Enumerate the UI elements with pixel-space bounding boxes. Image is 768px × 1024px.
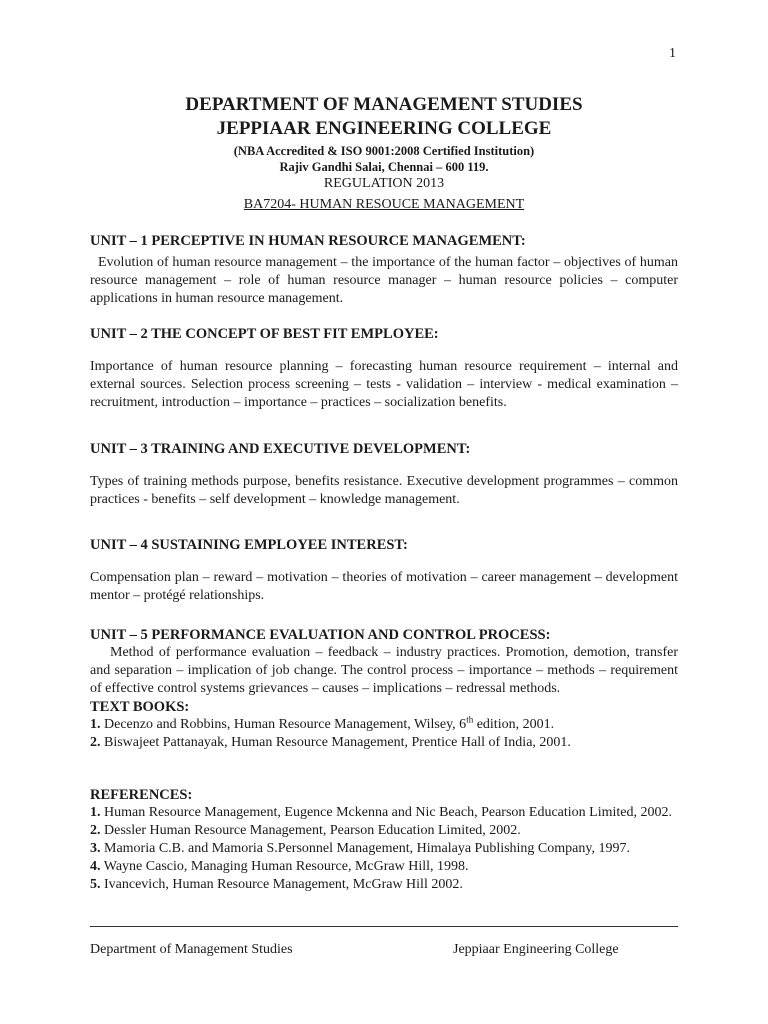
footer-department: Department of Management Studies xyxy=(90,942,293,957)
reference-item: 2. Dessler Human Resource Management, Pearson Education Limited, 2002. xyxy=(90,823,521,838)
page-footer xyxy=(90,942,678,958)
unit-3-section xyxy=(90,440,678,509)
unit-heading: UNIT – 3 TRAINING AND EXECUTIVE DEVELOPMENT: xyxy=(90,441,471,457)
reference-item: 3. Mamoria C.B. and Mamoria S.Personnel Management, Himalaya Publishing Company, 1997. xyxy=(90,841,630,856)
unit-5-section xyxy=(90,626,678,752)
course-title: BA7204- HUMAN RESOUCE MANAGEMENT xyxy=(243,197,525,212)
unit-body: Evolution of human resource management – the importance of the human factor – objectives of human resource management – role of human resource manager – human resource policies – computer applications in human resource management. xyxy=(90,255,678,306)
page-number: 1 xyxy=(669,46,676,61)
text-book-item: 2. Biswajeet Pattanayak, Human Resource Management, Prentice Hall of India, 2001. xyxy=(90,735,571,750)
unit-body: Compensation plan – reward – motivation – theories of motivation – career management – development mentor – protégé relationships. xyxy=(90,570,678,603)
unit-heading: UNIT – 2 THE CONCEPT OF BEST FIT EMPLOYEE: xyxy=(90,326,439,342)
unit-body: Importance of human resource planning – forecasting human resource requirement – internal and external sources. Selection process screening – tests - validation – interview - medical examination – recruitment, introduction – importance – practices – socialization benefits. xyxy=(90,359,678,410)
footer-college: Jeppiaar Engineering College xyxy=(453,942,619,957)
text-books-heading: TEXT BOOKS: xyxy=(90,699,190,715)
regulation-line: REGULATION 2013 xyxy=(323,176,445,191)
unit-body: Types of training methods purpose, benefits resistance. Executive development programmes – common practices - benefits – self development – knowledge management. xyxy=(90,474,678,507)
footer-divider xyxy=(90,926,678,927)
unit-heading: UNIT – 4 SUSTAINING EMPLOYEE INTEREST: xyxy=(90,537,408,553)
college-title: JEPPIAAR ENGINEERING COLLEGE xyxy=(216,118,552,139)
unit-1-section xyxy=(90,232,678,308)
address-line: Rajiv Gandhi Salai, Chennai – 600 119. xyxy=(279,160,489,174)
department-title: DEPARTMENT OF MANAGEMENT STUDIES xyxy=(185,94,583,115)
accreditation-line: (NBA Accredited & ISO 9001:2008 Certified Institution) xyxy=(233,144,535,158)
reference-item: 4. Wayne Cascio, Managing Human Resource, McGraw Hill, 1998. xyxy=(90,859,469,874)
unit-heading: UNIT – 5 PERFORMANCE EVALUATION AND CONTROL PROCESS: xyxy=(90,627,551,643)
unit-heading: UNIT – 1 PERCEPTIVE IN HUMAN RESOURCE MANAGEMENT: xyxy=(90,233,526,249)
reference-item: 1. Human Resource Management, Eugence Mckenna and Nic Beach, Pearson Education Limited, 2002. xyxy=(90,805,672,820)
document-header xyxy=(90,93,678,193)
unit-2-section xyxy=(90,325,678,412)
unit-4-section xyxy=(90,536,678,605)
reference-item: 5. Ivancevich, Human Resource Management, McGraw Hill 2002. xyxy=(90,877,463,892)
references-section xyxy=(90,786,678,894)
unit-body: Method of performance evaluation – feedback – industry practices. Promotion, demotion, transfer and separation – implication of job change. The control process – importance – methods – requirement of effective control systems grievances – causes – implications – redressal methods. xyxy=(90,645,678,696)
references-heading: REFERENCES: xyxy=(90,787,193,803)
text-book-item: 1. Decenzo and Robbins, Human Resource Management, Wilsey, 6th edition, 2001. xyxy=(90,714,555,732)
